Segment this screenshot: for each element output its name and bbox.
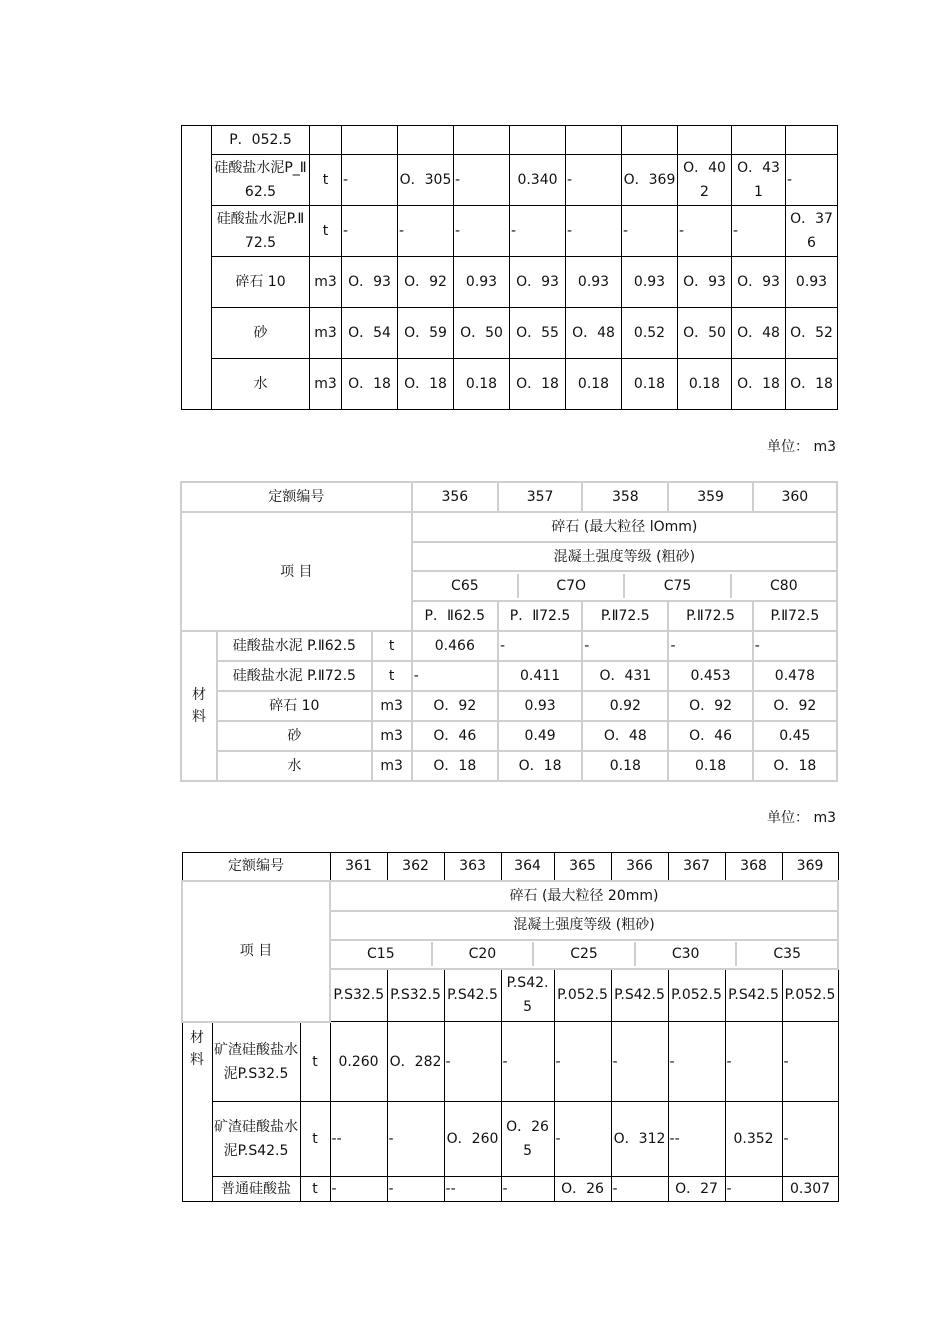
- mix-table-356-360: [180, 481, 838, 782]
- code: 366: [611, 853, 668, 881]
- code: 359: [668, 482, 752, 512]
- unit: m3: [372, 751, 412, 781]
- cement-type: P.S32.5: [330, 969, 387, 1022]
- unit: t: [310, 206, 342, 257]
- code: 364: [501, 853, 554, 881]
- table-row: 碎石 10 m3 O．93 O．92 0.93 O．93 0.93 0.93 O．93 O．93 0.93: [182, 257, 838, 308]
- table-row: 矿渣硅酸盐水泥P.S42.5 t -- - O．260 O．265 - O．312 -- 0.352 -: [182, 1102, 838, 1177]
- grade: C65: [413, 574, 519, 598]
- grade: C7O: [519, 574, 625, 598]
- unit: t: [300, 1102, 330, 1177]
- grade: C80: [770, 578, 798, 594]
- table-row: 砂 m3 O．46 0.49 O．48 O．46 0.45: [181, 721, 837, 751]
- table-row: 硅酸盐水泥P_Ⅱ62.5 t - O．305 - 0.340 - O．369 O．402 O．431 -: [182, 155, 838, 206]
- unit: t: [310, 155, 342, 206]
- code: 363: [444, 853, 501, 881]
- cement-type: P.S32.5: [387, 969, 444, 1022]
- unit: t: [372, 631, 412, 661]
- unit: m3: [372, 721, 412, 751]
- unit: t: [372, 661, 412, 691]
- material-name: 水: [217, 751, 371, 781]
- cement-type: P.S42.5: [611, 969, 668, 1022]
- material-name: 砂: [217, 721, 371, 751]
- item-label: 项 目: [182, 881, 330, 1022]
- item-label: 项 目: [181, 512, 412, 631]
- cement-type-label: P．052.5: [212, 126, 310, 155]
- table-row: 硅酸盐水泥P.Ⅱ72.5 t - - - - - - - - O．376: [182, 206, 838, 257]
- code: 360: [753, 482, 837, 512]
- code: 369: [782, 853, 838, 881]
- material-name: 砂: [212, 308, 310, 359]
- code: 368: [725, 853, 782, 881]
- unit-label: 单位： m3: [767, 439, 836, 455]
- material-name: 碎石 10: [212, 257, 310, 308]
- cement-type: P.Ⅱ72.5: [582, 601, 668, 631]
- unit: m3: [310, 257, 342, 308]
- grade: C15: [331, 942, 433, 966]
- material-name: 硅酸盐水泥 P.Ⅱ62.5: [217, 631, 371, 661]
- code: 358: [582, 482, 668, 512]
- strength-title: 混凝土强度等级 (粗砂): [412, 542, 837, 571]
- cement-type: P.052.5: [668, 969, 725, 1022]
- code-header-label: 定额编号: [181, 482, 412, 512]
- table-row: 碎石 10 m3 O．92 0.93 0.92 O．92 O．92: [181, 691, 837, 721]
- material-group-cell: [182, 126, 212, 410]
- code: 362: [387, 853, 444, 881]
- aggregate-label: 碎石 (最大粒径 20mm): [330, 881, 838, 911]
- grade: C35: [773, 946, 801, 962]
- cement-type: P.Ⅱ72.5: [753, 601, 837, 631]
- code: 361: [330, 853, 387, 881]
- material-name: 矿渣硅酸盐水泥P.S32.5: [212, 1022, 300, 1102]
- cement-type: P.S42.5: [725, 969, 782, 1022]
- unit: t: [300, 1177, 330, 1202]
- unit: m3: [310, 308, 342, 359]
- cement-type: P.052.5: [782, 969, 838, 1022]
- cement-type: P.Ⅱ72.5: [668, 601, 752, 631]
- grade: C20: [433, 942, 535, 966]
- code: 357: [498, 482, 582, 512]
- material-name: 矿渣硅酸盐水泥P.S42.5: [212, 1102, 300, 1177]
- table-row: 硅酸盐水泥 P.Ⅱ72.5 t - 0.411 O．431 0.453 0.478: [181, 661, 837, 691]
- grade-row: [330, 940, 838, 969]
- cement-type: P．Ⅱ72.5: [498, 601, 582, 631]
- code: 367: [668, 853, 725, 881]
- strength-title: 混凝土强度等级 (粗砂): [330, 911, 838, 940]
- aggregate-label: 碎石 (最大粒径 lOmm): [412, 512, 837, 542]
- unit: t: [300, 1022, 330, 1102]
- material-label: 材料: [181, 631, 217, 781]
- grade: C30: [636, 942, 738, 966]
- mix-table-continued: [181, 125, 838, 410]
- table-row: 水 m3 O．18 O．18 0.18 0.18 O．18: [181, 751, 837, 781]
- unit: m3: [310, 359, 342, 410]
- cement-type: P．Ⅱ62.5: [412, 601, 498, 631]
- table-row: 材料 矿渣硅酸盐水泥P.S32.5 t 0.260 O．282 - - - - - - -: [182, 1022, 838, 1102]
- cement-type: P.S42.5: [501, 969, 554, 1022]
- table-row: 砂 m3 O．54 O．59 O．50 O．55 O．48 0.52 O．50 O．48 O．52: [182, 308, 838, 359]
- code-header-label: 定额编号: [182, 853, 330, 881]
- material-label: 材料: [182, 1022, 212, 1202]
- code: 365: [554, 853, 611, 881]
- mix-table-361-369: [181, 852, 839, 1202]
- table-row: 普通硅酸盐 t - - -- - O．26 - O．27 - 0.307: [182, 1177, 838, 1202]
- unit-label: 单位： m3: [767, 810, 836, 826]
- material-name: 水: [212, 359, 310, 410]
- code: 356: [412, 482, 498, 512]
- material-name: 硅酸盐水泥 P.Ⅱ72.5: [217, 661, 371, 691]
- material-name: 普通硅酸盐: [212, 1177, 300, 1202]
- grade-row: [412, 571, 837, 601]
- material-name: 硅酸盐水泥P_Ⅱ62.5: [212, 155, 310, 206]
- table-row: 材料 硅酸盐水泥 P.Ⅱ62.5 t 0.466 - - - -: [181, 631, 837, 661]
- unit: m3: [372, 691, 412, 721]
- cement-type: P.052.5: [554, 969, 611, 1022]
- grade: C25: [534, 942, 636, 966]
- cement-type: P.S42.5: [444, 969, 501, 1022]
- material-name: 硅酸盐水泥P.Ⅱ72.5: [212, 206, 310, 257]
- table-row: 水 m3 O．18 O．18 0.18 O．18 0.18 0.18 0.18 O．18 O．18: [182, 359, 838, 410]
- material-name: 碎石 10: [217, 691, 371, 721]
- grade: C75: [625, 574, 731, 598]
